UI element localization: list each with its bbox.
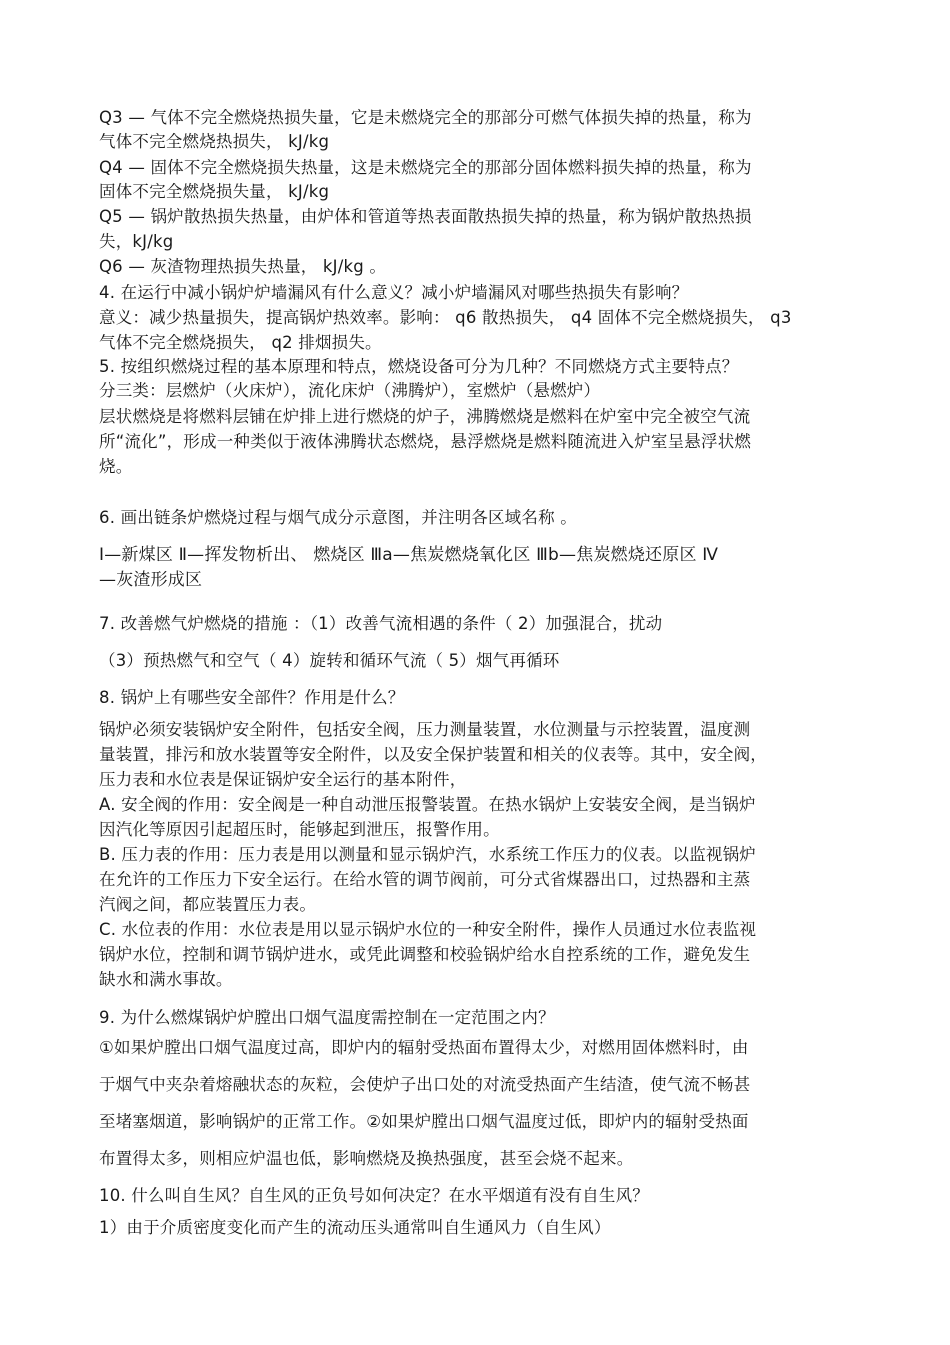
answer-line-a: A. 安全阀的作用：安全阀是一种自动泄压报警装置。在热水锅炉上安装安全阀，是当锅炉 (99, 795, 756, 814)
answer-line: 量装置，排污和放水装置等安全附件，以及安全保护装置和相关的仪表等。其中，安全阀， (99, 745, 767, 764)
answer-line: 烧。 (99, 457, 133, 476)
answer-line: 锅炉必须安装锅炉安全附件，包括安全阀，压力测量装置，水位测量与示控装置，温度测 (99, 720, 751, 739)
answer-line: （3）预热燃气和空气（ 4）旋转和循环气流（ 5）烟气再循环 (99, 651, 560, 670)
question-9: 9. 为什么燃煤锅炉炉膛出口烟气温度需控制在一定范围之内？ (99, 1008, 555, 1027)
answer-line: 于烟气中夹杂着熔融状态的灰粒，会使炉子出口处的对流受热面产生结渣，使气流不畅甚 (99, 1075, 751, 1094)
text-line: 固体不完全燃烧损失量， kJ/kg (99, 182, 330, 201)
text-line-q3: Q3 — 气体不完全燃烧热损失量，它是未燃烧完全的那部分可燃气体损失掉的热量，称为 (99, 108, 752, 127)
question-6: 6. 画出链条炉燃烧过程与烟气成分示意图，并注明各区域名称 。 (99, 508, 577, 527)
answer-line: —灰渣形成区 (99, 570, 203, 590)
answer-line: 缺水和满水事故。 (99, 970, 233, 989)
text-line: 失，kJ/kg (99, 232, 174, 251)
question-5: 5. 按组织燃烧过程的基本原理和特点，燃烧设备可分为几种？不同燃烧方式主要特点？ (99, 357, 739, 376)
question-8: 8. 锅炉上有哪些安全部件？作用是什么？ (99, 688, 405, 707)
answer-line-b: B. 压力表的作用：压力表是用以测量和显示锅炉汽，水系统工作压力的仪表。以监视锅炉 (99, 845, 757, 864)
answer-line: 气体不完全燃烧损失， q2 排烟损失。 (99, 333, 382, 352)
answer-line: 因汽化等原因引起超压时，能够起到泄压，报警作用。 (99, 820, 500, 839)
question-4: 4. 在运行中减小锅炉炉墙漏风有什么意义？减小炉墙漏风对哪些热损失有影响？ (99, 283, 689, 302)
answer-line: 在允许的工作压力下安全运行。在给水管的调节阀前，可分式省煤器出口，过热器和主蒸 (99, 870, 751, 889)
answer-line: 布置得太多，则相应炉温也低，影响燃烧及换热强度，甚至会烧不起来。 (99, 1149, 634, 1168)
text-line: 气体不完全燃烧热损失， kJ/kg (99, 132, 330, 151)
text-line-q6: Q6 — 灰渣物理热损失热量， kJ/kg 。 (99, 257, 387, 276)
answer-line: 意义：减少热量损失，提高锅炉热效率。影响： q6 散热损失， q4 固体不完全燃烧损失， q3 (99, 308, 792, 327)
text-line-q5: Q5 — 锅炉散热损失热量，由炉体和管道等热表面散热损失掉的热量，称为锅炉散热热损 (99, 207, 752, 226)
answer-line: 锅炉水位，控制和调节锅炉进水，或凭此调整和校验锅炉给水自控系统的工作，避免发生 (99, 945, 751, 964)
question-7: 7. 改善燃气炉燃烧的措施 ：（1）改善气流相遇的条件（ 2）加强混合，扰动 (99, 614, 663, 633)
answer-line: 分三类：层燃炉（火床炉），流化床炉（沸腾炉），室燃炉（悬燃炉） (99, 381, 601, 400)
answer-line: 汽阀之间，都应装置压力表。 (99, 895, 317, 914)
answer-line: 所“流化”，形成一种类似于液体沸腾状态燃烧，悬浮燃烧是燃料随流进入炉室呈悬浮状燃 (99, 432, 752, 451)
question-10: 10. 什么叫自生风？自生风的正负号如何决定？在水平烟道有没有自生风？ (99, 1186, 649, 1205)
text-line-q4: Q4 — 固体不完全燃烧损失热量，这是未燃烧完全的那部分固体燃料损失掉的热量，称为 (99, 158, 752, 177)
answer-line-c: C. 水位表的作用：水位表是用以显示锅炉水位的一种安全附件，操作人员通过水位表监视 (99, 920, 757, 939)
answer-line: ①如果炉膛出口烟气温度过高，即炉内的辐射受热面布置得太少，对燃用固体燃料时，由 (99, 1038, 749, 1057)
answer-line: 压力表和水位表是保证锅炉安全运行的基本附件， (99, 770, 467, 789)
answer-line: Ⅰ—新煤区 Ⅱ—挥发物析出、 燃烧区 Ⅲa—焦炭燃烧氧化区 Ⅲb—焦炭燃烧还原区 Ⅳ (99, 545, 719, 565)
answer-line: 层状燃烧是将燃料层铺在炉排上进行燃烧的炉子，沸腾燃烧是燃料在炉室中完全被空气流 (99, 407, 751, 426)
answer-line: 至堵塞烟道，影响锅炉的正常工作。②如果炉膛出口烟气温度过低，即炉内的辐射受热面 (99, 1112, 749, 1131)
answer-line: 1）由于介质密度变化而产生的流动压头通常叫自生通风力（自生风） (99, 1218, 611, 1237)
